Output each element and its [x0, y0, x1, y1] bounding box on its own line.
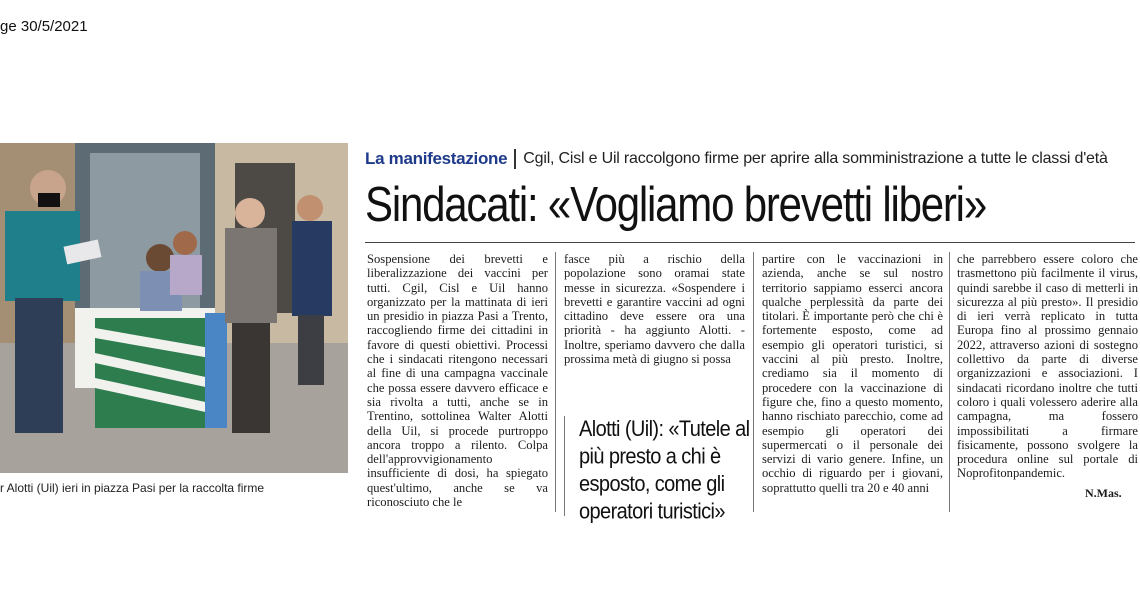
page-date: ge 30/5/2021 — [0, 18, 88, 35]
article-column-4: che parrebbero essere coloro che trasmettono più facilmente il virus, quindi sarebbe il caso di metterli in sicurezza al più presto». Il presidio di ieri verrà replicato in tutta Europa fino al prossimo gennaio 2022, attraverso azioni di sostegno collettivo da parte di diverse organizzazioni e associazioni. I sindacati ricordano inoltre che tutti coloro i quali volessero aderire alla campagna, ma fossero impossibilitati a firmare fisicamente, possono svolgere la procedura online sul portale di Noprofitonpandemic. — [957, 252, 1138, 481]
pull-quote: Alotti (Uil): «Tutele al più presto a chi è esposto, come gli operatori turistici» — [579, 417, 750, 524]
kicker-divider — [514, 149, 516, 169]
article-column-2: fasce più a rischio della popolazione sono oramai state messe in sicurezza. «Sospendere i brevetti e garantire vaccini ad ogni cittadino deve essere ora una priorità - ha aggiunto Alotti. - Inoltre, speriamo davvero che dalla prossima metà di giugno si possa — [564, 252, 745, 367]
article-photo — [0, 143, 348, 473]
pull-quote-box — [564, 416, 764, 524]
kicker-label: La manifestazione — [365, 149, 508, 168]
photo-caption: r Alotti (Uil) ieri in piazza Pasi per la raccolta firme — [0, 481, 265, 495]
kicker-subtitle: Cgil, Cisl e Uil raccolgono firme per aprire alla somministrazione a tutte le classi d'età — [523, 150, 1108, 167]
column-divider — [949, 252, 950, 512]
article-headline: Sindacati: «Vogliamo brevetti liberi» — [365, 176, 986, 232]
article-kicker — [365, 147, 1108, 171]
headline-rule — [365, 242, 1135, 243]
author-signature: N.Mas. — [1085, 486, 1122, 500]
article-column-1: Sospensione dei brevetti e liberalizzazione dei vaccini per tutti. Cgil, Cisl e Uil hanno organizzato per la mattinata di ieri un presidio in piazza Pasi a Trento, raccogliendo firme dei cittadini in favore di questi obiettivi. Processi che i sindacati ritengono necessari al fine di una campagna vaccinale che possa essere davvero efficace e sia rivolta a tutti, anche se in Trentino, sottolinea Walter Alotti della Uil, si procede purtroppo ancora troppo a rilento. Colpa dell'approvvigionamento insufficiente di dosi, ha spiegato quest'ultimo, anche se va riconosciuto che le — [367, 252, 548, 510]
article-column-3: partire con le vaccinazioni in azienda, anche se sul nostro territorio sappiamo esserci ancora qualche perplessità da parte dei titolari. È importante però che chi è fortemente esposto, come ad esempio gli operatori turistici, si vaccini al più presto. Inoltre, crediamo sia il momento di procedere con la vaccinazione di figure che, fino a questo momento, hanno rischiato parecchio, come ad esempio gli operatori dei supermercati o il personale dei servizi di vario genere. Infine, un occhio di riguardo per i giovani, soprattutto quelli tra 20 e 40 anni — [762, 252, 943, 495]
column-divider — [555, 252, 556, 512]
